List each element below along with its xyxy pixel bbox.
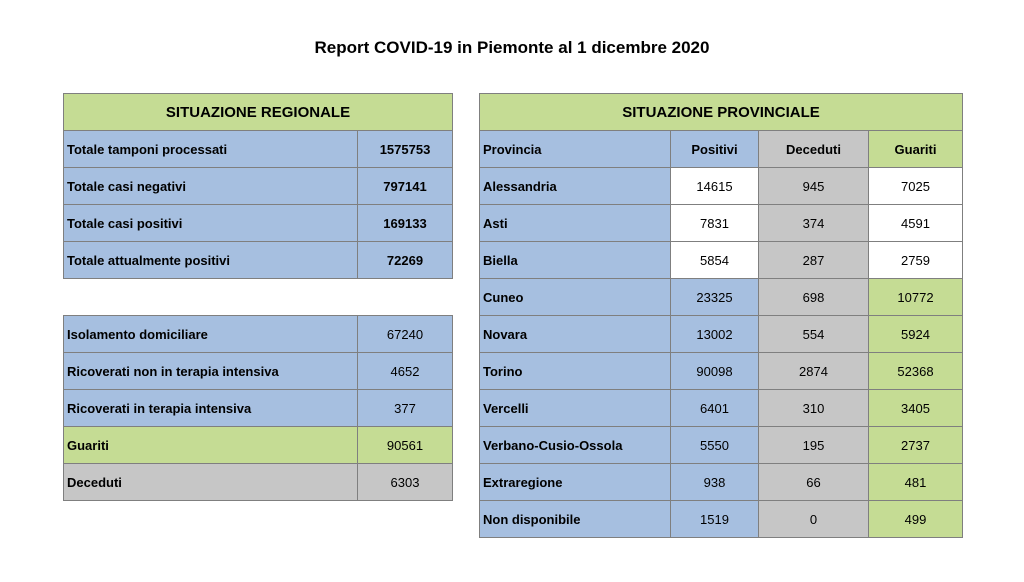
row-value: 72269 bbox=[358, 242, 453, 279]
provincial-header: SITUAZIONE PROVINCIALE bbox=[480, 94, 963, 131]
page-title: Report COVID-19 in Piemonte al 1 dicembre 2020 bbox=[314, 38, 710, 57]
deceduti-cell: 66 bbox=[759, 464, 869, 501]
province-name: Cuneo bbox=[480, 279, 671, 316]
row-value: 377 bbox=[358, 390, 453, 427]
regional-summary-table bbox=[63, 93, 453, 279]
table-row bbox=[480, 464, 963, 501]
table-header-row bbox=[480, 94, 963, 131]
row-value: 6303 bbox=[358, 464, 453, 501]
row-label: Ricoverati in terapia intensiva bbox=[64, 390, 358, 427]
guariti-cell: 3405 bbox=[869, 390, 963, 427]
row-label: Totale casi negativi bbox=[64, 168, 358, 205]
guariti-cell: 4591 bbox=[869, 205, 963, 242]
province-name: Extraregione bbox=[480, 464, 671, 501]
row-label: Totale casi positivi bbox=[64, 205, 358, 242]
table-row bbox=[480, 316, 963, 353]
row-value: 90561 bbox=[358, 427, 453, 464]
positivi-cell: 14615 bbox=[671, 168, 759, 205]
positivi-cell: 13002 bbox=[671, 316, 759, 353]
province-name: Torino bbox=[480, 353, 671, 390]
province-name: Verbano-Cusio-Ossola bbox=[480, 427, 671, 464]
table-row bbox=[480, 168, 963, 205]
deceduti-cell: 554 bbox=[759, 316, 869, 353]
table-row bbox=[64, 316, 453, 353]
guariti-cell: 499 bbox=[869, 501, 963, 538]
positivi-cell: 5550 bbox=[671, 427, 759, 464]
table-row bbox=[480, 353, 963, 390]
column-header: Provincia bbox=[480, 131, 671, 168]
row-value: 67240 bbox=[358, 316, 453, 353]
table-row bbox=[64, 353, 453, 390]
provincial-table bbox=[479, 93, 963, 538]
province-name: Asti bbox=[480, 205, 671, 242]
province-name: Novara bbox=[480, 316, 671, 353]
table-row bbox=[64, 168, 453, 205]
row-label: Isolamento domiciliare bbox=[64, 316, 358, 353]
deceduti-cell: 698 bbox=[759, 279, 869, 316]
table-row bbox=[64, 131, 453, 168]
table-row bbox=[64, 427, 453, 464]
deceduti-cell: 0 bbox=[759, 501, 869, 538]
guariti-cell: 5924 bbox=[869, 316, 963, 353]
positivi-cell: 1519 bbox=[671, 501, 759, 538]
guariti-cell: 7025 bbox=[869, 168, 963, 205]
guariti-cell: 52368 bbox=[869, 353, 963, 390]
column-header-row bbox=[480, 131, 963, 168]
province-name: Non disponibile bbox=[480, 501, 671, 538]
table-row bbox=[480, 205, 963, 242]
row-value: 4652 bbox=[358, 353, 453, 390]
row-label: Totale tamponi processati bbox=[64, 131, 358, 168]
column-header: Positivi bbox=[671, 131, 759, 168]
deceduti-cell: 374 bbox=[759, 205, 869, 242]
row-label: Totale attualmente positivi bbox=[64, 242, 358, 279]
table-row bbox=[64, 464, 453, 501]
positivi-cell: 90098 bbox=[671, 353, 759, 390]
deceduti-cell: 195 bbox=[759, 427, 869, 464]
positivi-cell: 6401 bbox=[671, 390, 759, 427]
deceduti-cell: 310 bbox=[759, 390, 869, 427]
row-label: Deceduti bbox=[64, 464, 358, 501]
row-label: Guariti bbox=[64, 427, 358, 464]
deceduti-cell: 287 bbox=[759, 242, 869, 279]
positivi-cell: 5854 bbox=[671, 242, 759, 279]
column-header: Deceduti bbox=[759, 131, 869, 168]
positivi-cell: 23325 bbox=[671, 279, 759, 316]
table-header-row bbox=[64, 94, 453, 131]
details-table bbox=[63, 315, 453, 501]
deceduti-cell: 2874 bbox=[759, 353, 869, 390]
table-row bbox=[64, 205, 453, 242]
guariti-cell: 2737 bbox=[869, 427, 963, 464]
guariti-cell: 481 bbox=[869, 464, 963, 501]
row-label: Ricoverati non in terapia intensiva bbox=[64, 353, 358, 390]
positivi-cell: 938 bbox=[671, 464, 759, 501]
table-row bbox=[64, 242, 453, 279]
province-name: Vercelli bbox=[480, 390, 671, 427]
table-row bbox=[64, 390, 453, 427]
column-header: Guariti bbox=[869, 131, 963, 168]
row-value: 797141 bbox=[358, 168, 453, 205]
table-row bbox=[480, 279, 963, 316]
table-row bbox=[480, 501, 963, 538]
row-value: 169133 bbox=[358, 205, 453, 242]
table-row bbox=[480, 427, 963, 464]
table-row bbox=[480, 242, 963, 279]
guariti-cell: 10772 bbox=[869, 279, 963, 316]
regional-header: SITUAZIONE REGIONALE bbox=[64, 94, 453, 131]
table-row bbox=[480, 390, 963, 427]
deceduti-cell: 945 bbox=[759, 168, 869, 205]
province-name: Alessandria bbox=[480, 168, 671, 205]
positivi-cell: 7831 bbox=[671, 205, 759, 242]
province-name: Biella bbox=[480, 242, 671, 279]
row-value: 1575753 bbox=[358, 131, 453, 168]
guariti-cell: 2759 bbox=[869, 242, 963, 279]
